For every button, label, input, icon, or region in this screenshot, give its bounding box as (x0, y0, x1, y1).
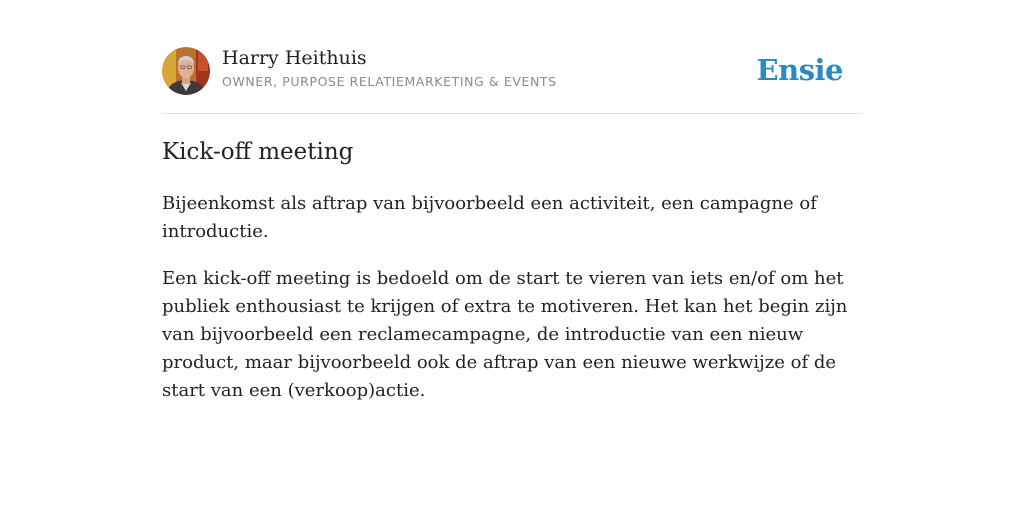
author-avatar[interactable] (162, 47, 210, 95)
header-divider (162, 113, 862, 114)
definition-card (162, 0, 862, 512)
person-avatar-icon (162, 47, 210, 95)
entry-definition: Bijeenkomst als aftrap van bijvoorbeeld een activiteit, een campagne of introductie. (162, 193, 817, 242)
ensie-logo[interactable]: Ensie (756, 53, 843, 87)
author-name[interactable]: Harry Heithuis (222, 47, 367, 69)
entry-explanation: Een kick-off meeting is bedoeld om de start te vieren van iets en/of om het publiek enthousiast te krijgen of extra te motiveren. Het kan het begin zijn van bijvoorbeeld een reclamecampagne, de introductie van een nieuw product, maar bijvoorbeeld ook de aftrap van een nieuwe werkwijze of de start van een (verkoop)actie. (162, 268, 848, 401)
author-header (162, 47, 862, 95)
entry-title: Kick-off meeting (162, 139, 354, 165)
author-role: OWNER, PURPOSE RELATIEMARKETING & EVENTS (222, 74, 557, 89)
